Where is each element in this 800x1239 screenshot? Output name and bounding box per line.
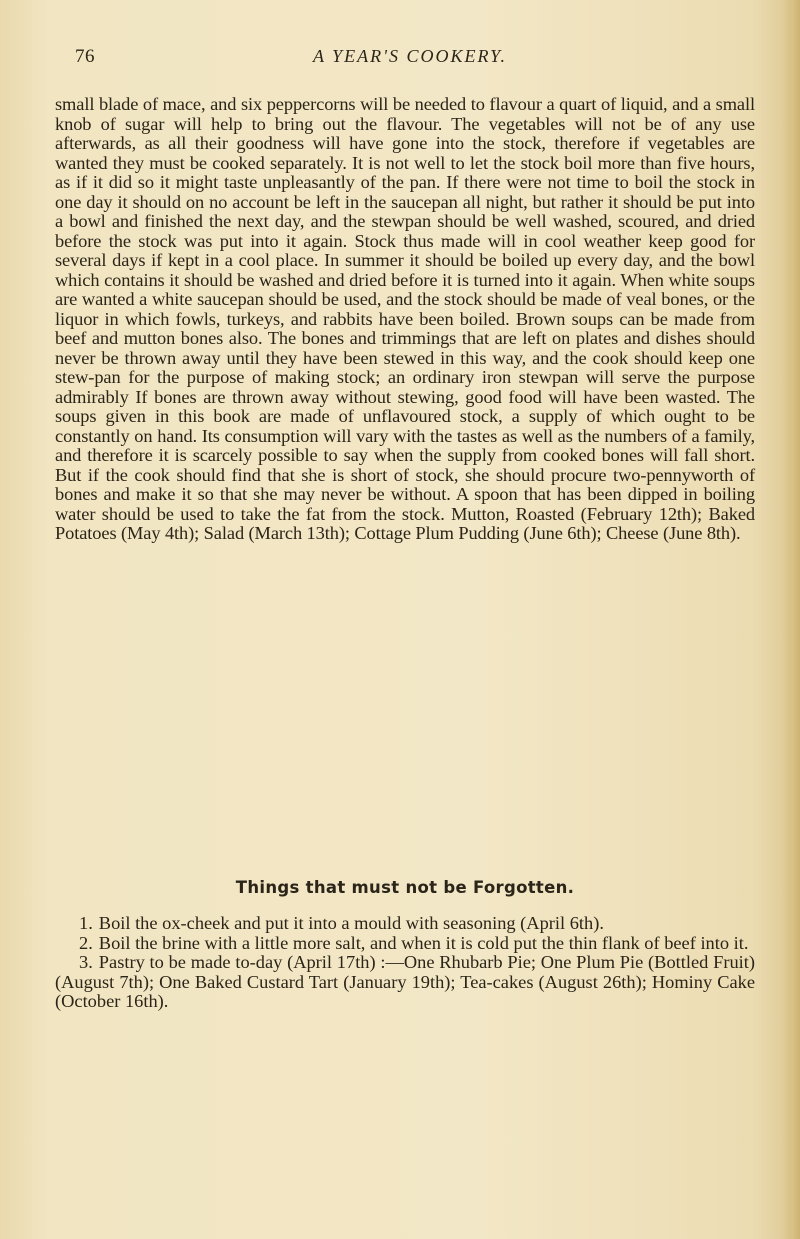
list-item bbox=[55, 934, 755, 954]
list-item bbox=[55, 914, 755, 934]
list-item-text: Boil the brine with a little more salt, and when it is cold put the thin flank of beef into it. bbox=[98, 932, 749, 953]
page-edge-shadow bbox=[782, 0, 800, 1239]
list-item-number: 2. bbox=[79, 932, 93, 953]
running-title: A YEAR'S COOKERY. bbox=[312, 46, 508, 66]
list-item-text: Boil the ox-cheek and put it into a mould with seasoning (April 6th). bbox=[98, 913, 604, 933]
section-heading: Things that must not be Forgotten. bbox=[235, 878, 575, 897]
page-number: 76 bbox=[75, 46, 95, 67]
list-item-text: Pastry to be made to-day (April 17th) :—One Rhubarb Pie; One Plum Pie (Bottled Fruit) (August 7th); One Baked Custard Tart (January 19th); Tea-cakes (August 26th); Hominy Cake (October 16th). bbox=[55, 952, 755, 1011]
list-item-number: 1. bbox=[79, 913, 93, 933]
reminder-list bbox=[55, 914, 755, 1012]
list-item bbox=[55, 953, 755, 1012]
page-header bbox=[75, 46, 745, 76]
body-paragraph: small blade of mace, and six peppercorns will be needed to flavour a quart of liquid, and a small knob of sugar will help to bring out the flavour. The vegetables will not be of any use afterwards, as all their goodness will have gone into the stock, therefore if vegetables are wanted they must be cooked separately. It is not well to let the stock boil more than five hours, as if it did so it might taste unpleasantly of the pan. If there were not time to boil the stock in one day it should on no account be left in the saucepan all night, but rather it should be put into a bowl and finished the next day, and the stewpan should be well washed, scoured, and dried before the stock was put into it again. Stock thus made will in cool weather keep good for several days if kept in a cool place. In summer it should be boiled up every day, and the bowl which contains it should be washed and dried before it is turned into it again. When white soups are wanted a white saucepan should be used, and the stock should be made of veal bones, or the liquor in which fowls, turkeys, and rabbits have been boiled. Brown soups can be made from beef and mutton bones also. The bones and trimmings that are left on plates and dishes should never be thrown away until they have been stewed in this way, and the cook should keep one stew-pan for the purpose of making stock; an ordinary iron stewpan will serve the purpose admirably If bones are thrown away without stewing, good food will have been wasted. The soups given in this book are made of unflavoured stock, a supply of which ought to be constantly on hand. Its consumption will vary with the tastes as well as the numbers of a family, and therefore it is scarcely possible to say when the supply from cooked bones will fall short. But if the cook should find that she is short of stock, she should procure two-pennyworth of bones and make it so that she may never be without. A spoon that has been dipped in boiling water should be used to take the fat from the stock. Mutton, Roasted (February 12th); Baked Potatoes (May 4th); Salad (March 13th); Cottage Plum Pudding (June 6th); Cheese (June 8th). bbox=[55, 94, 755, 543]
list-item-number: 3. bbox=[79, 952, 93, 972]
